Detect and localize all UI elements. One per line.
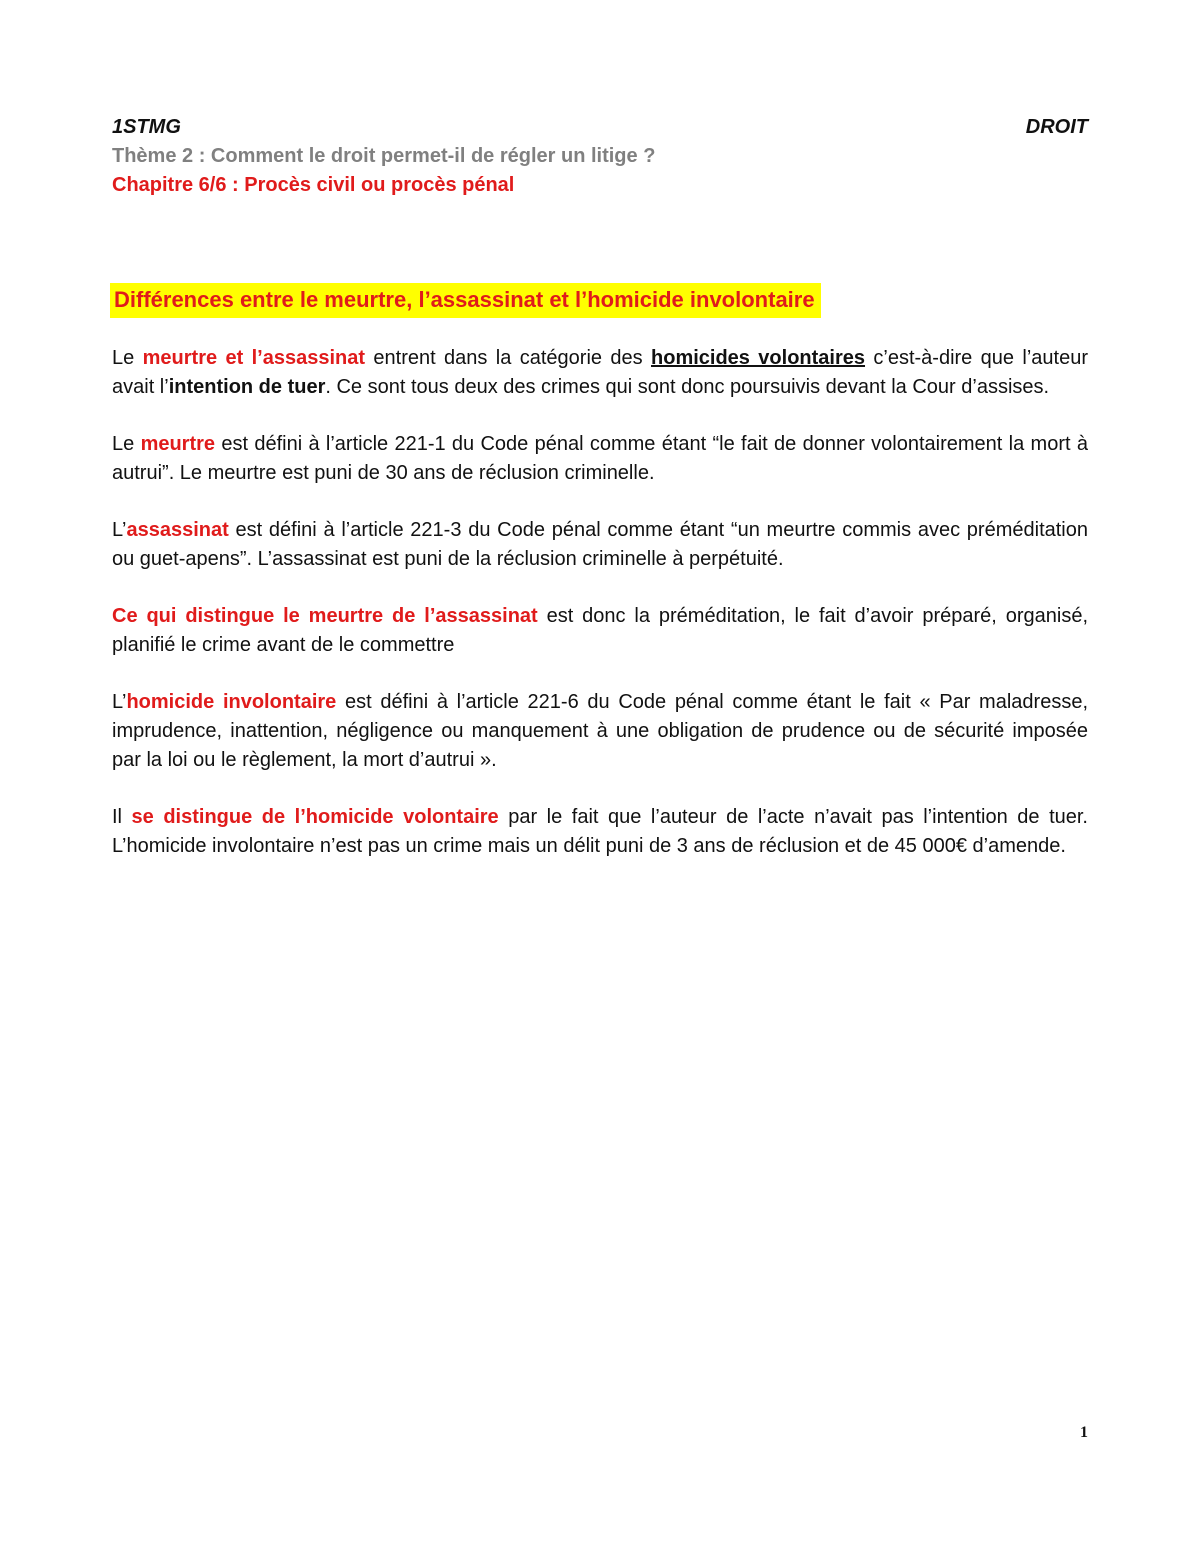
- text-run: est donc la préméditation, le fait d’avoir préparé, organisé, planifié le crime avant de le commettre: [112, 605, 1089, 656]
- paragraph-homicides-volontaires: [112, 344, 1088, 402]
- text-run: L’: [112, 519, 127, 541]
- paragraph-distinction-volontaire: [112, 803, 1088, 861]
- section-title: Différences entre le meurtre, l’assassinat et l’homicide involontaire: [110, 283, 821, 318]
- text-run: . Ce sont tous deux des crimes qui sont donc poursuivis devant la Cour d’assises.: [325, 376, 1050, 398]
- bold-term: intention de tuer: [168, 376, 326, 398]
- text-run: par le fait que l’auteur de l’acte n’avait pas l’intention de tuer. L’homicide involontaire n’est pas un crime mais un délit puni de 3 ans de réclusion et de 45 000€ d’amende.: [112, 806, 1088, 857]
- document-body: [112, 344, 1088, 889]
- paragraph-assassinat: [112, 516, 1088, 574]
- page-number: 1: [1080, 1424, 1088, 1441]
- class-label: 1STMG: [112, 116, 181, 138]
- text-run: L’: [112, 691, 127, 713]
- highlight-term: meurtre et l’assassinat: [142, 347, 366, 369]
- text-run: Il: [112, 806, 132, 828]
- highlight-term: se distingue de l’homicide volontaire: [131, 806, 499, 828]
- text-run: Le: [112, 433, 141, 455]
- underlined-term: homicides volontaires: [651, 347, 866, 369]
- text-run: est défini à l’article 221-1 du Code pénal comme étant “le fait de donner volontairement la mort à autrui”. Le meurtre est puni de 30 ans de réclusion criminelle.: [112, 433, 1088, 484]
- text-run: est défini à l’article 221-6 du Code pénal comme étant le fait « Par maladresse, imprudence, inattention, négligence ou manquement à une obligation de prudence ou de sécurité imposée par la loi ou le règlement, la mort d’autrui ».: [112, 691, 1088, 771]
- text-run: est défini à l’article 221-3 du Code pénal comme étant “un meurtre commis avec préméditation ou guet-apens”. L’assassinat est puni de la réclusion criminelle à perpétuité.: [112, 519, 1088, 570]
- highlight-term: meurtre: [140, 433, 216, 455]
- highlight-term: homicide involontaire: [126, 691, 337, 713]
- paragraph-homicide-involontaire: [112, 688, 1088, 775]
- highlight-term: assassinat: [126, 519, 229, 541]
- paragraph-distinction: [112, 602, 1088, 660]
- highlight-term: Ce qui distingue le meurtre de l’assassinat: [112, 605, 538, 627]
- page-header: [112, 114, 1088, 140]
- text-run: entrent dans la catégorie des: [365, 347, 652, 369]
- subject-label: DROIT: [1025, 116, 1088, 138]
- text-run: Le: [112, 347, 143, 369]
- text-run: c’est-à-dire que l’auteur avait l’: [112, 347, 1089, 398]
- theme-line: Thème 2 : Comment le droit permet-il de régler un litige ?: [112, 145, 656, 167]
- paragraph-meurtre: [112, 430, 1088, 488]
- chapter-line: Chapitre 6/6 : Procès civil ou procès pénal: [112, 174, 515, 196]
